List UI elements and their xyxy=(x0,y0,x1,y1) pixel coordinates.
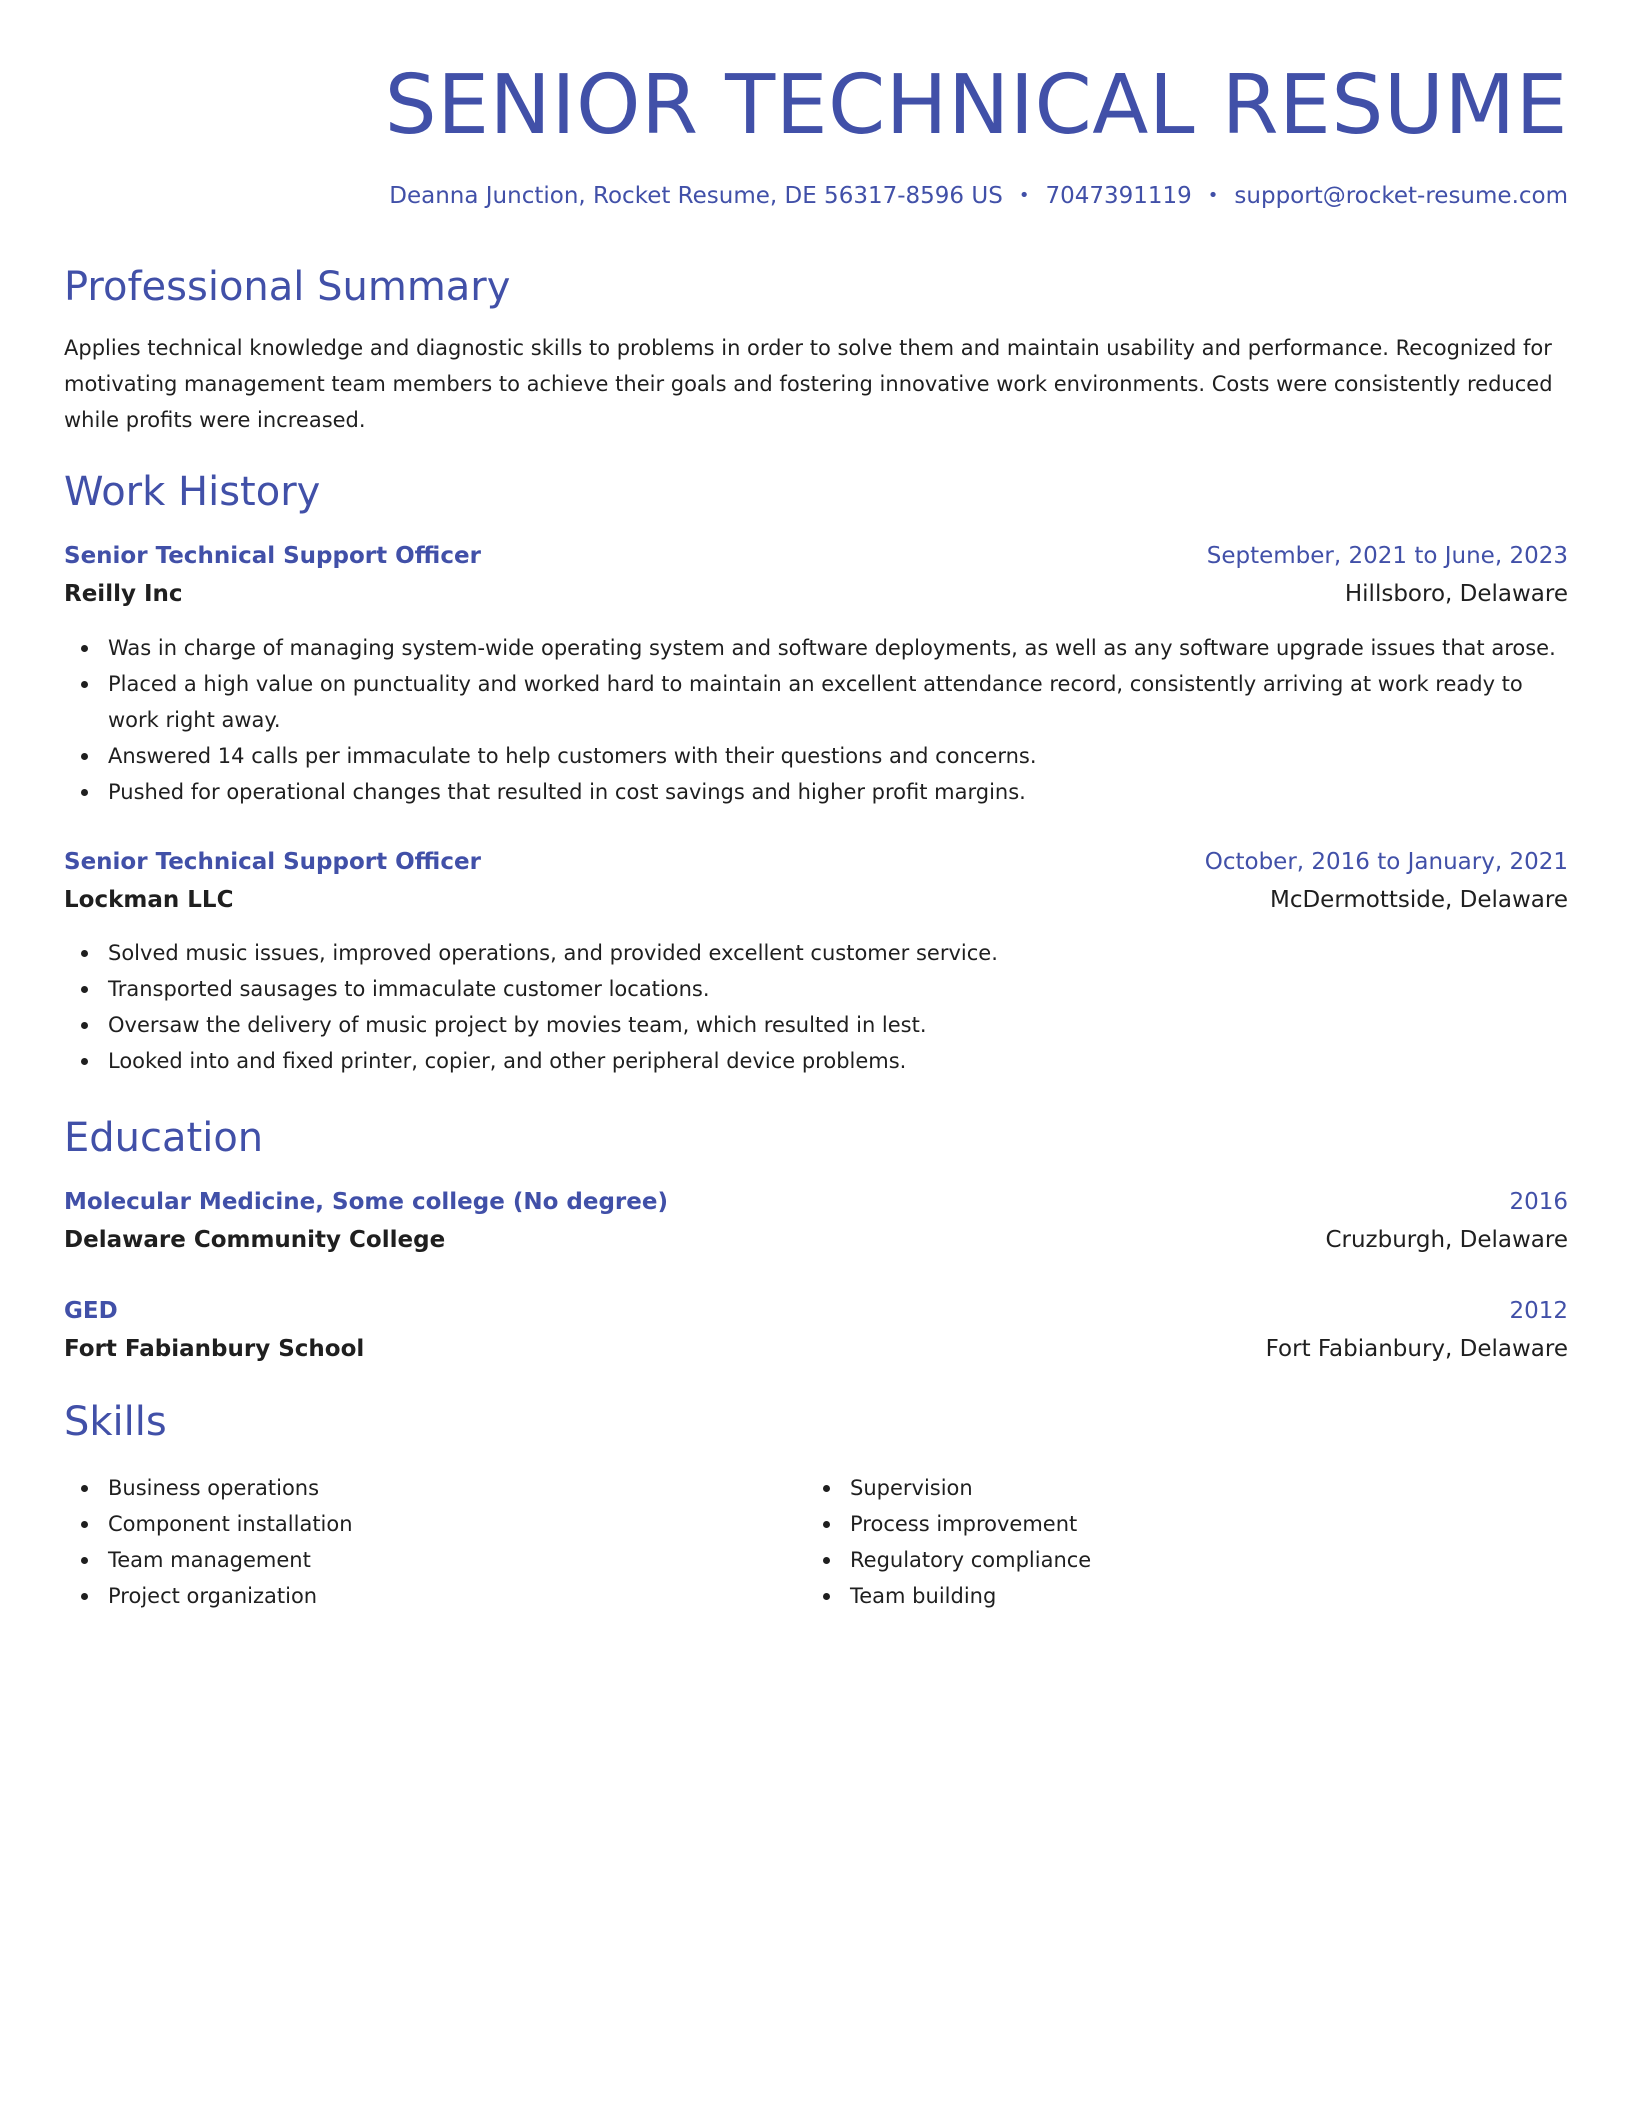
skills-list-right xyxy=(806,1470,1506,1614)
skill-item: Component installation xyxy=(64,1506,764,1542)
education-location: Cruzburgh, Delaware xyxy=(1325,1227,1568,1253)
education-school-row xyxy=(64,1224,1568,1256)
resume-title: SENIOR TECHNICAL RESUME xyxy=(384,58,1568,153)
job-dates: September, 2021 to June, 2023 xyxy=(1206,543,1568,569)
skills-heading: Skills xyxy=(64,1399,167,1445)
summary-heading: Professional Summary xyxy=(64,264,511,310)
skill-item: Team building xyxy=(806,1578,1506,1614)
job-bullet: Answered 14 calls per immaculate to help customers with their questions and concerns. xyxy=(64,738,1568,774)
job-bullet: Transported sausages to immaculate customer locations. xyxy=(64,971,1568,1007)
work-history-heading: Work History xyxy=(64,469,321,515)
job-bullets xyxy=(64,630,1568,810)
skill-item: Team management xyxy=(64,1542,764,1578)
skills-list-left xyxy=(64,1470,764,1614)
job-bullet: Looked into and fixed printer, copier, and other peripheral device problems. xyxy=(64,1043,1568,1079)
job-company-row xyxy=(64,884,1568,916)
education-school-row xyxy=(64,1333,1568,1365)
education-year: 2012 xyxy=(1509,1298,1568,1324)
contact-separator: • xyxy=(1207,185,1219,206)
resume-page xyxy=(64,0,1568,2112)
education-school: Delaware Community College xyxy=(64,1227,446,1253)
job-bullet: Was in charge of managing system-wide operating system and software deployments, as well as any software upgrade issues that arose. xyxy=(64,630,1568,666)
skill-item: Process improvement xyxy=(806,1506,1506,1542)
job-company-row xyxy=(64,578,1568,610)
job-bullets xyxy=(64,935,1568,1079)
job-location: Hillsboro, Delaware xyxy=(1344,581,1568,607)
education-degree: Molecular Medicine, Some college (No degree) xyxy=(64,1189,668,1215)
job-title: Senior Technical Support Officer xyxy=(64,543,481,569)
contact-separator: • xyxy=(1018,185,1030,206)
job-bullet: Placed a high value on punctuality and worked hard to maintain an excellent attendance record, consistently arriving at work ready to work right away. xyxy=(64,666,1568,738)
job-title-row xyxy=(64,540,1568,572)
skill-item: Project organization xyxy=(64,1578,764,1614)
education-degree-row xyxy=(64,1295,1568,1327)
contact-email: support@rocket-resume.com xyxy=(1234,183,1568,209)
skill-item: Business operations xyxy=(64,1470,764,1506)
skill-item: Supervision xyxy=(806,1470,1506,1506)
job-title: Senior Technical Support Officer xyxy=(64,849,481,875)
job-bullet: Pushed for operational changes that resulted in cost savings and higher profit margins. xyxy=(64,774,1568,810)
job-title-row xyxy=(64,846,1568,878)
contact-phone: 7047391119 xyxy=(1045,183,1192,209)
job-bullet: Oversaw the delivery of music project by movies team, which resulted in lest. xyxy=(64,1007,1568,1043)
education-degree: GED xyxy=(64,1298,118,1324)
skill-item: Regulatory compliance xyxy=(806,1542,1506,1578)
job-dates: October, 2016 to January, 2021 xyxy=(1204,849,1568,875)
education-location: Fort Fabianbury, Delaware xyxy=(1265,1336,1568,1362)
education-degree-row xyxy=(64,1186,1568,1218)
job-company: Lockman LLC xyxy=(64,887,234,913)
job-location: McDermottside, Delaware xyxy=(1269,887,1568,913)
education-year: 2016 xyxy=(1509,1189,1568,1215)
summary-text: Applies technical knowledge and diagnostic skills to problems in order to solve them and maintain usability and performance. Recognized for motivating management team members to achieve their goals and fostering innovative work environments. Costs were consistently reduced while profits were increased. xyxy=(64,336,1553,432)
education-school: Fort Fabianbury School xyxy=(64,1336,365,1362)
contact-address: Deanna Junction, Rocket Resume, DE 56317-8596 US xyxy=(389,183,1003,209)
job-company: Reilly Inc xyxy=(64,581,183,607)
education-heading: Education xyxy=(64,1115,264,1161)
contact-line xyxy=(389,180,1568,212)
job-bullet: Solved music issues, improved operations, and provided excellent customer service. xyxy=(64,935,1568,971)
